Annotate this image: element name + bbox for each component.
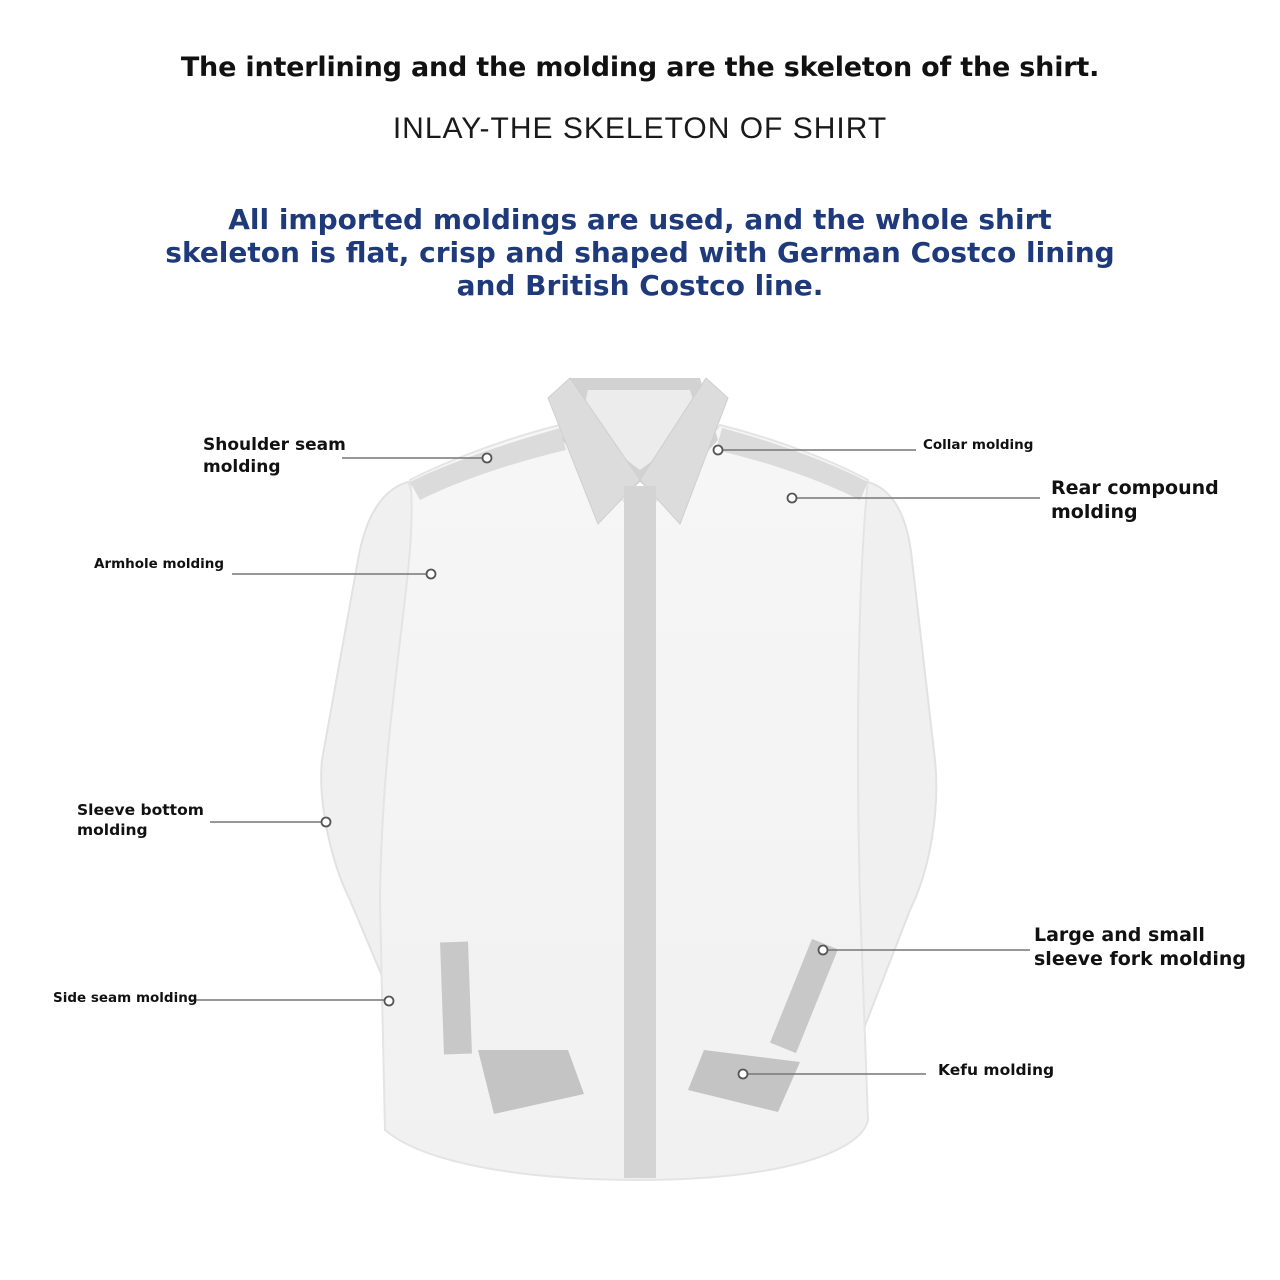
label-shoulder-seam: Shoulder seam molding — [203, 435, 346, 477]
label-side-seam: Side seam molding — [53, 990, 198, 1006]
dot-side-seam — [385, 997, 394, 1006]
description: All imported moldings are used, and the whole shirt skeleton is flat, crisp and shaped with German Costco lining and British Costco line. — [165, 203, 1115, 302]
label-armhole: Armhole molding — [94, 556, 225, 572]
sleeve-fork-left — [440, 942, 472, 1055]
label-kefu: Kefu molding — [938, 1061, 1055, 1079]
dot-kefu — [739, 1070, 748, 1079]
label-rear-compound: Rear compound molding — [1051, 477, 1219, 523]
dot-armhole — [427, 570, 436, 579]
dot-sleeve-fork — [819, 946, 828, 955]
headline: The interlining and the molding are the skeleton of the shirt. — [180, 52, 1100, 83]
placket — [624, 486, 656, 1178]
label-sleeve-fork: Large and small sleeve fork molding — [1034, 924, 1247, 970]
dot-shoulder-seam — [483, 454, 492, 463]
dot-sleeve-bottom — [322, 818, 331, 827]
dot-rear-compound — [788, 494, 797, 503]
label-sleeve-bottom: Sleeve bottom molding — [77, 801, 204, 839]
dot-collar — [714, 446, 723, 455]
subtitle: INLAY-THE SKELETON OF SHIRT — [392, 112, 888, 145]
label-collar: Collar molding — [923, 437, 1034, 453]
